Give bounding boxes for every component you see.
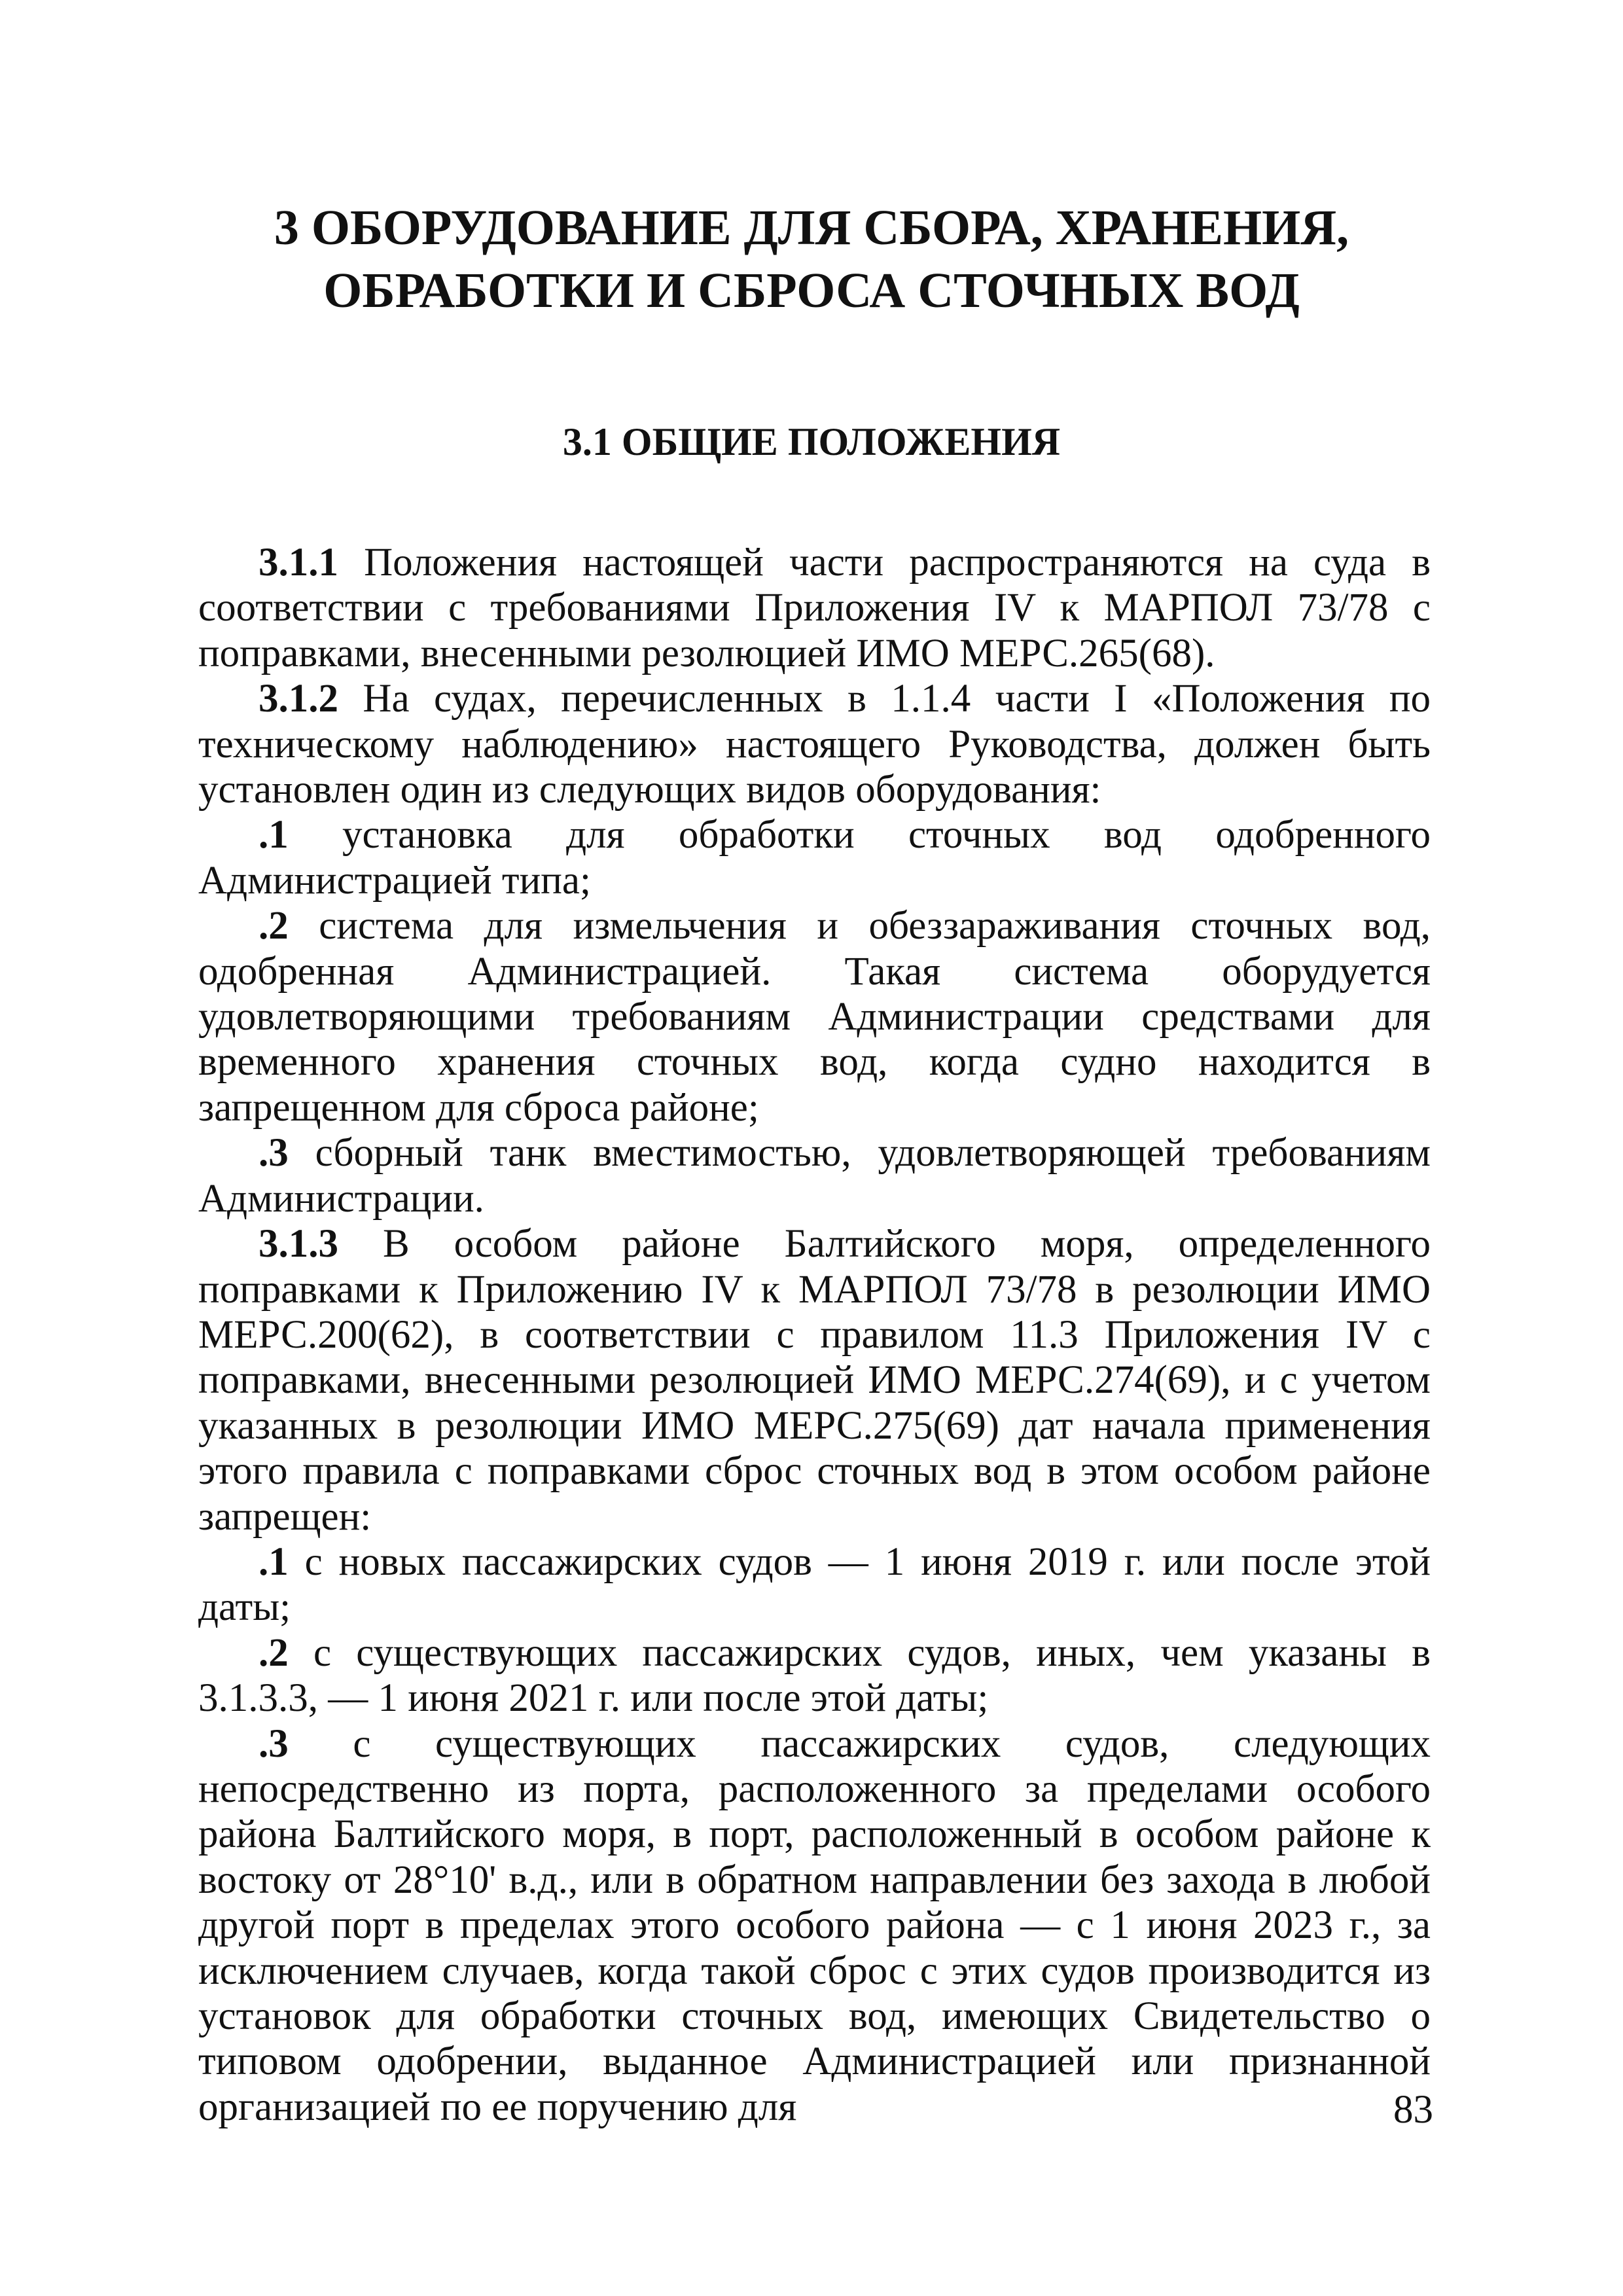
list-item-number: .3 [259, 1131, 289, 1175]
list-item-text: система для измельчения и обеззараживания сточных вод, одобренная Администрацией. Такая система оборудуется удовлетворяющими требованиям Администрации средствами для временного хранения сточных вод, когда судно находится в запрещенном для сброса районе; [198, 904, 1431, 1130]
list-item-number: .2 [259, 1630, 289, 1675]
list-item-text: с существующих пассажирских судов, следующих непосредственно из порта, расположенного за пределами особого района Балтийского моря, в порт, расположенный в особом районе к востоку от 28°10' в.д., или в обратном направлении без захода в любой другой порт в пределах этого особого района — с 1 июня 2023 г., за исключением случаев, когда такой сброс с этих судов производится из установок для обработки сточных вод, имеющих Свидетельство о типовом одобрении, выданное Администрацией или признанной организацией по ее поручению для [198, 1721, 1431, 2129]
paragraph-3-1-2 [198, 676, 1431, 812]
list-item-3-1-3-3 [198, 1721, 1431, 2130]
list-item-3-1-3-1 [198, 1539, 1431, 1630]
paragraph-text: В особом районе Балтийского моря, определенного поправками к Приложению IV к МАРПОЛ 73/78 в резолюции ИМО МЕРС.200(62), в соответствии с правилом 11.3 Приложения IV с поправками, внесенными резолюцией ИМО МЕРС.274(69), и с учетом указанных в резолюции ИМО МЕРС.275(69) дат начала применения этого правила с поправками сброс сточных вод в этом особом районе запрещен: [198, 1222, 1431, 1539]
list-item-3-1-2-1 [198, 812, 1431, 903]
paragraph-3-1-3 [198, 1221, 1431, 1539]
list-item-number: .1 [259, 1539, 289, 1584]
paragraph-text: На судах, перечисленных в 1.1.4 части I «Положения по техническому наблюдению» настоящего Руководства, должен быть установлен один из следующих видов оборудования: [198, 677, 1431, 812]
list-item-text: с новых пассажирских судов — 1 июня 2019 г. или после этой даты; [198, 1539, 1431, 1630]
paragraph-number: 3.1.2 [259, 677, 338, 721]
body-text [198, 540, 1431, 2130]
list-item-number: .1 [259, 813, 289, 857]
list-item-3-1-2-3 [198, 1130, 1431, 1221]
chapter-title [196, 196, 1427, 322]
section-title: 3.1 ОБЩИЕ ПОЛОЖЕНИЯ [562, 420, 1061, 463]
paragraph-3-1-1 [198, 540, 1431, 676]
list-item-number: .3 [259, 1721, 289, 1766]
paragraph-number: 3.1.1 [259, 541, 338, 584]
list-item-text: установка для обработки сточных вод одобренного Администрацией типа; [198, 813, 1431, 903]
list-item-3-1-2-2 [198, 903, 1431, 1130]
chapter-title-line2: ОБРАБОТКИ И СБРОСА СТОЧНЫХ ВОД [323, 263, 1300, 318]
paragraph-number: 3.1.3 [259, 1222, 338, 1266]
list-item-3-1-3-2 [198, 1630, 1431, 1721]
list-item-text: сборный танк вместимостью, удовлетворяющей требованиям Администрации. [198, 1131, 1431, 1221]
page-number: 83 [1393, 2088, 1433, 2132]
paragraph-text: Положения настоящей части распространяются на суда в соответствии с требованиями Приложения IV к МАРПОЛ 73/78 с поправками, внесенными резолюцией ИМО МЕРС.265(68). [198, 541, 1431, 675]
chapter-title-line1: 3 ОБОРУДОВАНИЕ ДЛЯ СБОРА, ХРАНЕНИЯ, [274, 200, 1349, 255]
list-item-text: с существующих пассажирских судов, иных, чем указаны в 3.1.3.3, — 1 июня 2021 г. или после этой даты; [198, 1630, 1431, 1721]
list-item-number: .2 [259, 904, 289, 948]
